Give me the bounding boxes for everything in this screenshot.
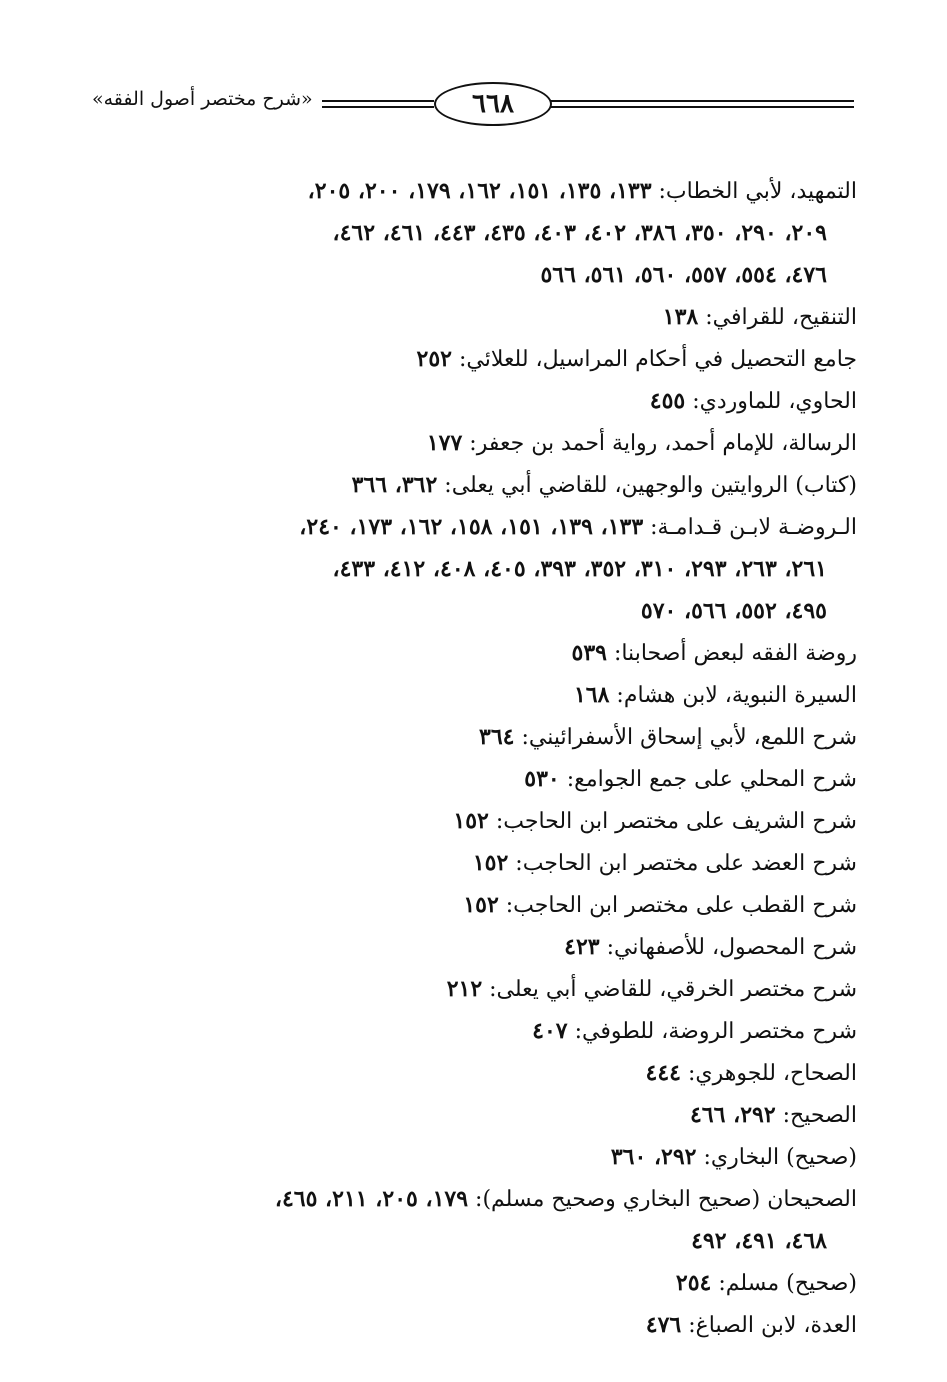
entry-title-bold: الـروضـة — [778, 515, 857, 540]
index-entry — [112, 1052, 857, 1094]
index-entry-line — [112, 338, 857, 380]
index-entry — [112, 884, 857, 926]
entry-pages: ١٣٣، ١٣٥، ١٥١، ١٦٢، ١٧٩، ٢٠٠، ٢٠٥، — [307, 178, 652, 204]
entry-title: الحاوي، للماوردي: — [685, 389, 857, 414]
index-entry-line — [112, 548, 857, 590]
index-entry-line — [112, 632, 857, 674]
entry-pages: ٢٠٩، ٢٩٠، ٣٥٠، ٣٨٦، ٤٠٢، ٤٠٣، ٤٣٥، ٤٤٣، ٤٦١، ٤٦٢، — [332, 220, 827, 246]
entry-pages: ١٧٧ — [426, 430, 463, 456]
entry-title: السيرة النبوية، لابن هشام: — [609, 683, 857, 708]
entry-pages: ١٥٢ — [463, 892, 499, 918]
entry-title: شرح مختصر الروضة، للطوفي: — [567, 1019, 857, 1044]
entry-pages: ٥٣٩ — [571, 640, 607, 666]
index-entry — [112, 758, 857, 800]
index-entry — [112, 968, 857, 1010]
index-entry-line — [112, 506, 857, 548]
index-entry — [112, 422, 857, 464]
entry-pages: ٤٧٦ — [645, 1312, 682, 1338]
entry-pages: ٥٣٠ — [524, 766, 560, 792]
entry-title: العدة، لابن الصباغ: — [681, 1313, 857, 1338]
index-entry — [112, 1010, 857, 1052]
entry-title: شرح القطب على مختصر ابن الحاجب: — [498, 893, 857, 918]
entry-title: التمهيد، لأبي الخطاب: — [651, 179, 857, 204]
entry-pages: ٤٩٥، ٥٥٢، ٥٦٦، ٥٧٠ — [640, 598, 827, 624]
index-entry-line — [112, 422, 857, 464]
entry-title: (صحيح) مسلم: — [711, 1271, 857, 1296]
entry-pages: ١٥٢ — [453, 808, 489, 834]
entry-title: الصحيح: — [775, 1103, 857, 1128]
entry-title: شرح اللمع، لأبي إسحاق الأسفرائيني: — [514, 725, 857, 750]
index-entry — [112, 1136, 857, 1178]
header-rule — [550, 100, 854, 102]
index-entry-line — [112, 170, 857, 212]
entry-pages: ٤٠٧ — [532, 1018, 568, 1044]
entry-pages: ١٥٢ — [472, 850, 509, 876]
index-entry — [112, 464, 857, 506]
index-entry — [112, 506, 857, 632]
index-entry-line — [112, 842, 857, 884]
index-entry-line — [112, 1304, 857, 1346]
entry-title: شرح العضد على مختصر ابن الحاجب: — [508, 851, 857, 876]
header-rule — [322, 106, 434, 108]
index-entry-line — [112, 1178, 857, 1220]
entry-pages: ٢١٢ — [446, 976, 483, 1002]
entry-title: التنقيح، للقرافي: — [698, 305, 857, 330]
entry-title: شرح المحصول، للأصفهاني: — [599, 935, 857, 960]
entry-pages: ١٣٣، ١٣٩، ١٥١، ١٥٨، ١٦٢، ١٧٣، ٢٤٠، — [299, 514, 644, 540]
index-entry-line — [112, 716, 857, 758]
index-entry-line — [112, 968, 857, 1010]
index-list — [112, 170, 857, 1346]
index-entry-line — [112, 380, 857, 422]
index-entry — [112, 632, 857, 674]
index-entry-line — [112, 296, 857, 338]
index-entry-line — [112, 1262, 857, 1304]
entry-title: الصحيحان (صحيح البخاري وصحيح مسلم): — [468, 1187, 857, 1212]
entry-title: الرسالة، للإمام أحمد، رواية أحمد بن جعفر: — [462, 431, 857, 456]
page-number: ٦٦٨ — [434, 82, 552, 126]
entry-pages: ٣٦٤ — [479, 724, 515, 750]
entry-pages: ٣٦٢، ٣٦٦ — [351, 472, 438, 498]
entry-pages: ١٦٨ — [573, 682, 610, 708]
index-entry-line — [112, 800, 857, 842]
index-entry-line — [112, 1220, 857, 1262]
index-entry-line — [112, 1052, 857, 1094]
entry-pages: ٢٥٤ — [675, 1270, 712, 1296]
entry-title: لابـن قـدامـة: — [643, 515, 779, 540]
index-entry — [112, 674, 857, 716]
entry-pages: ٤٥٥ — [649, 388, 686, 414]
index-entry-line — [112, 464, 857, 506]
index-entry-line — [112, 884, 857, 926]
index-entry — [112, 296, 857, 338]
index-entry — [112, 338, 857, 380]
entry-pages: ٤٧٦، ٥٥٤، ٥٥٧، ٥٦٠، ٥٦١، ٥٦٦ — [540, 262, 827, 288]
entry-pages: ١٣٨ — [662, 304, 699, 330]
entry-title: روضة الفقه لبعض أصحابنا: — [606, 641, 857, 666]
index-entry-line — [112, 1010, 857, 1052]
index-entry-line — [112, 1094, 857, 1136]
index-entry — [112, 800, 857, 842]
entry-pages: ٤٤٤ — [645, 1060, 681, 1086]
index-entry-line — [112, 674, 857, 716]
index-entry — [112, 380, 857, 422]
index-entry — [112, 1262, 857, 1304]
index-entry-line — [112, 254, 857, 296]
index-entry — [112, 842, 857, 884]
entry-pages: ٢٦١، ٢٦٣، ٢٩٣، ٣١٠، ٣٥٢، ٣٩٣، ٤٠٥، ٤٠٨، ٤١٢، ٤٣٣، — [332, 556, 827, 582]
entry-title: جامع التحصيل في أحكام المراسيل، للعلائي: — [451, 347, 857, 372]
entry-title: (صحيح) البخاري: — [696, 1145, 857, 1170]
entry-title: شرح الشريف على مختصر ابن الحاجب: — [488, 809, 857, 834]
index-entry-line — [112, 590, 857, 632]
index-entry-line — [112, 758, 857, 800]
header-rule — [322, 100, 434, 102]
index-entry — [112, 1304, 857, 1346]
index-entry-line — [112, 926, 857, 968]
entry-title: (كتاب) الروايتين والوجهين، للقاضي أبي يعلى: — [437, 473, 857, 498]
entry-pages: ٤٦٨، ٤٩١، ٤٩٢ — [691, 1228, 827, 1254]
index-entry — [112, 1094, 857, 1136]
entry-title: شرح المحلي على جمع الجوامع: — [559, 767, 857, 792]
book-title: «شرح مختصر أصول الفقه» — [92, 88, 313, 110]
entry-pages: ٢٩٢، ٣٦٠ — [610, 1144, 697, 1170]
index-entry — [112, 170, 857, 296]
index-entry — [112, 716, 857, 758]
entry-pages: ٢٥٢ — [416, 346, 452, 372]
entry-pages: ٢٩٢، ٤٦٦ — [689, 1102, 776, 1128]
index-entry-line — [112, 212, 857, 254]
index-entry-line — [112, 1136, 857, 1178]
entry-pages: ٤٢٣ — [564, 934, 600, 960]
entry-pages: ١٧٩، ٢٠٥، ٢١١، ٤٦٥، — [274, 1186, 469, 1212]
entry-title: شرح مختصر الخرقي، للقاضي أبي يعلى: — [482, 977, 857, 1002]
index-entry — [112, 1178, 857, 1262]
entry-title: الصحاح، للجوهري: — [680, 1061, 857, 1086]
page-header — [92, 82, 854, 126]
header-rule — [550, 106, 854, 108]
index-entry — [112, 926, 857, 968]
